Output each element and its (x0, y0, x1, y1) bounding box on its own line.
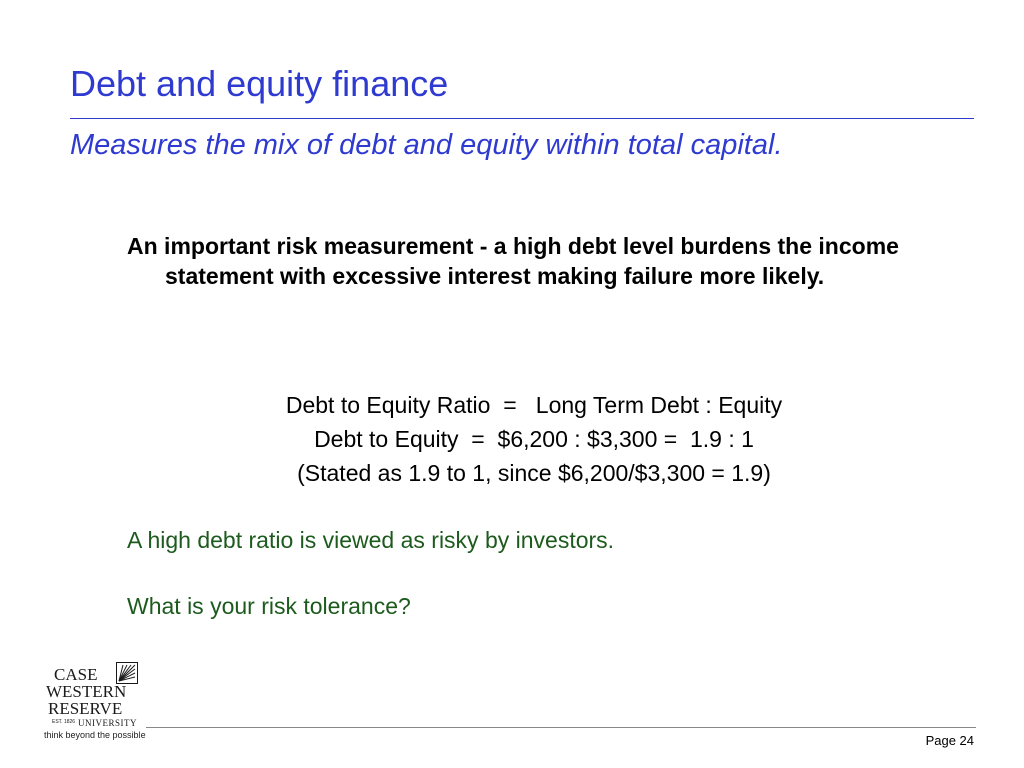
logo-case: CASE (54, 665, 98, 684)
risk-tolerance-question: What is your risk tolerance? (127, 593, 411, 619)
ratio-formula-block (0, 388, 1024, 490)
bullet-point: An important risk measurement - a high debt level burdens the income statement with excessive interest making failure more likely. (127, 233, 899, 289)
high-debt-note: A high debt ratio is viewed as risky by investors. (127, 527, 615, 553)
ratio-calculation: Debt to Equity = $6,200 : $3,300 = 1.9 : 1 (314, 426, 754, 452)
logo-established: EST. 1826 (52, 719, 76, 725)
footer-divider (146, 727, 976, 728)
ratio-definition: Debt to Equity Ratio = Long Term Debt : Equity (285, 392, 783, 418)
logo-university: UNIVERSITY (78, 718, 137, 728)
page-number: Page 24 (925, 733, 974, 748)
logo-tagline: think beyond the possible (44, 730, 146, 740)
slide-subtitle: Measures the mix of debt and equity within total capital. (70, 129, 783, 161)
title-divider (70, 118, 974, 119)
university-sunburst-icon (116, 662, 138, 684)
logo-reserve: RESERVE (48, 699, 123, 718)
slide-title: Debt and equity finance (70, 63, 449, 104)
logo-western: WESTERN (46, 682, 127, 701)
ratio-explanation: (Stated as 1.9 to 1, since $6,200/$3,300 = 1.9) (297, 460, 771, 486)
university-logo (42, 660, 144, 742)
